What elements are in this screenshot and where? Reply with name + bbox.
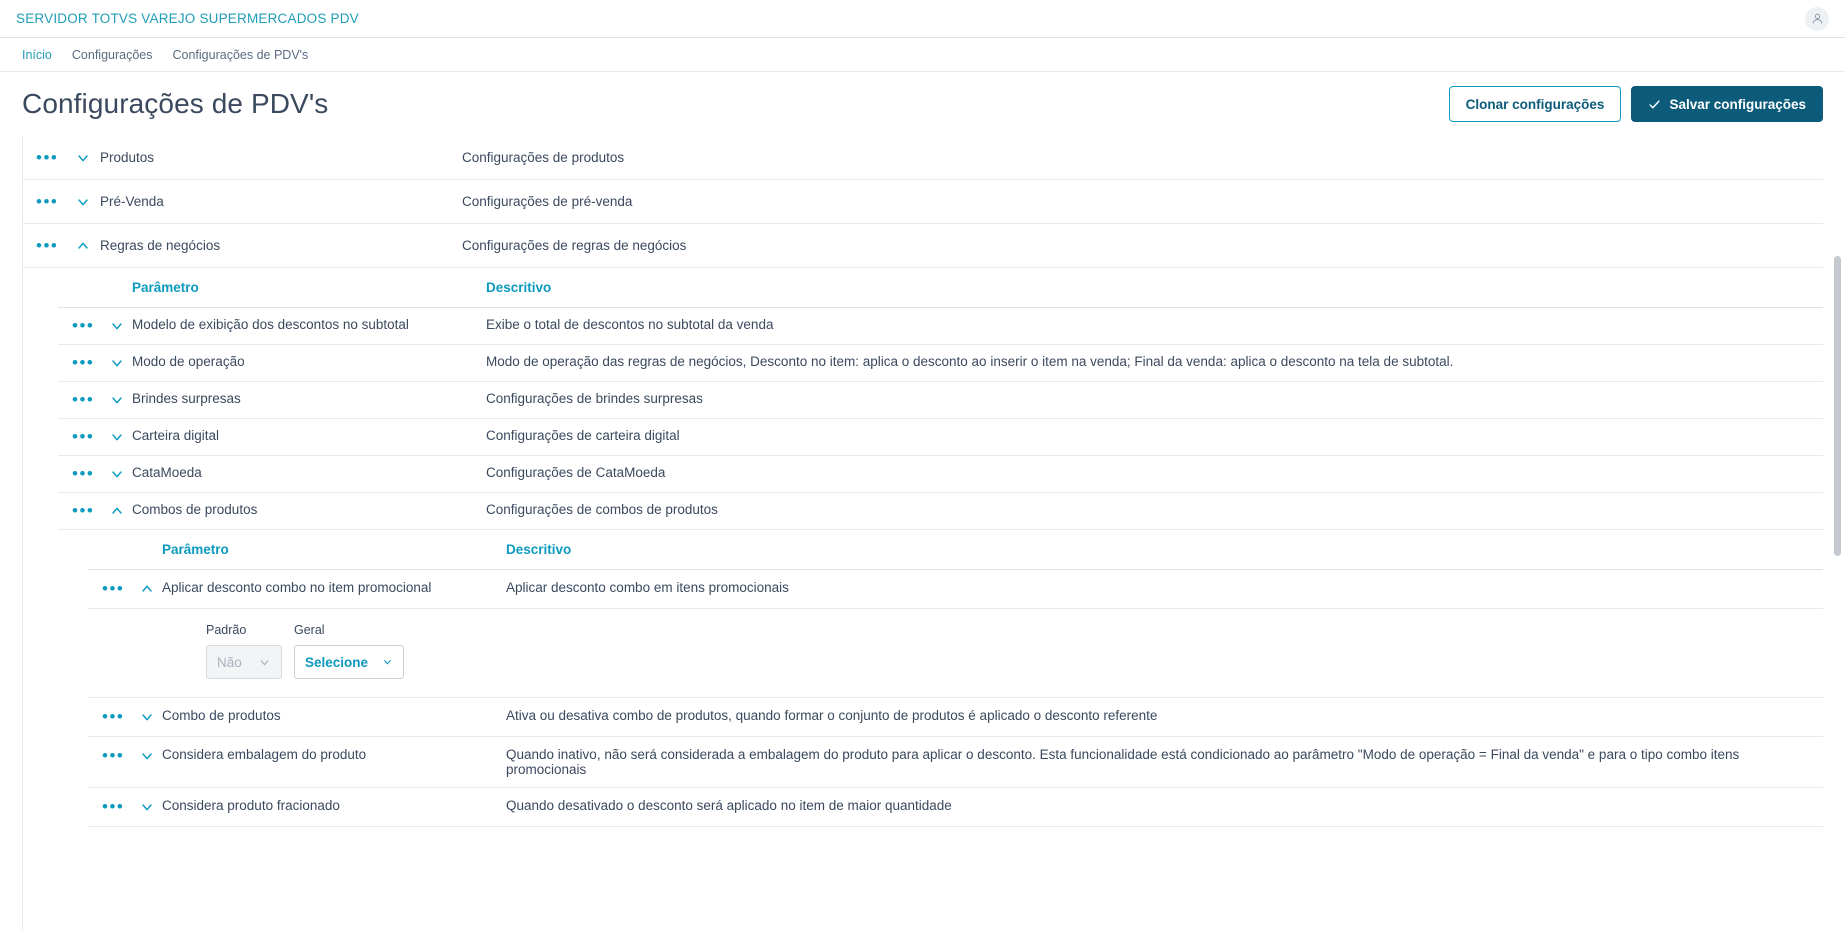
field-label-geral: Geral [294, 623, 325, 637]
row-desc: Quando desativado o desconto será aplicado no item de maior quantidade [506, 798, 952, 813]
column-header-desc: Descritivo [486, 280, 552, 295]
row-actions-icon[interactable]: ••• [72, 353, 95, 372]
table-row[interactable] [88, 698, 1823, 737]
row-desc: Modo de operação das regras de negócios, Desconto no item: aplica o desconto ao inserir o item na venda; Final da venda: aplica o desconto na tela de subtotal. [486, 354, 1454, 369]
row-actions-icon[interactable]: ••• [36, 236, 59, 255]
save-settings-button[interactable] [1631, 86, 1823, 122]
row-desc: Configurações de regras de negócios [462, 238, 687, 253]
row-param: Produtos [100, 150, 155, 165]
chevron-down-icon[interactable] [66, 149, 100, 167]
chevron-up-icon[interactable] [102, 502, 132, 520]
row-param: Considera produto fracionado [162, 798, 340, 813]
row-param: Regras de negócios [100, 238, 221, 253]
header-actions [1449, 86, 1823, 122]
app-brand-title: SERVIDOR TOTVS VAREJO SUPERMERCADOS PDV [16, 11, 359, 26]
row-param: Carteira digital [132, 428, 220, 443]
table-row[interactable] [58, 493, 1823, 530]
chevron-down-icon[interactable] [102, 391, 132, 409]
settings-tree [0, 136, 1845, 931]
row-param: Modo de operação [132, 354, 245, 369]
subtable-header [88, 530, 1823, 570]
table-row[interactable] [88, 788, 1823, 827]
table-row[interactable] [22, 180, 1823, 224]
row-actions-icon[interactable]: ••• [102, 746, 125, 765]
row-actions-icon[interactable]: ••• [36, 192, 59, 211]
row-desc: Configurações de carteira digital [486, 428, 680, 443]
row-desc: Exibe o total de descontos no subtotal da venda [486, 317, 774, 332]
row-actions-icon[interactable]: ••• [102, 579, 125, 598]
chevron-up-icon[interactable] [132, 580, 162, 598]
row-actions-icon[interactable]: ••• [72, 501, 95, 520]
chevron-down-icon[interactable] [102, 317, 132, 335]
geral-select-value: Selecione [305, 654, 369, 670]
chevron-down-icon[interactable] [132, 747, 162, 765]
chevron-down-icon[interactable] [102, 354, 132, 372]
avatar[interactable] [1805, 7, 1829, 31]
rules-subtable [58, 268, 1823, 827]
table-row[interactable] [22, 224, 1823, 268]
column-header-param: Parâmetro [162, 542, 229, 557]
row-actions-icon[interactable]: ••• [72, 464, 95, 483]
row-desc: Configurações de CataMoeda [486, 465, 666, 480]
user-icon [1811, 12, 1824, 25]
padrao-select [206, 645, 282, 679]
save-settings-label: Salvar configurações [1669, 96, 1806, 112]
row-param: Combo de produtos [162, 708, 281, 723]
row-desc: Aplicar desconto combo em itens promocionais [506, 580, 789, 595]
row-actions-icon[interactable]: ••• [72, 316, 95, 335]
row-desc: Quando inativo, não será considerada a embalagem do produto para aplicar o desconto. Esta funcionalidade está condicionado ao parâmetro "Modo de operação = Final da venda" e para o tipo combo itens promocionais [506, 747, 1740, 777]
row-actions-icon[interactable]: ••• [102, 797, 125, 816]
table-row[interactable] [58, 419, 1823, 456]
column-header-param: Parâmetro [132, 280, 199, 295]
parameter-detail-panel [88, 609, 1823, 698]
page-title: Configurações de PDV's [22, 88, 329, 119]
chevron-up-icon[interactable] [66, 237, 100, 255]
scrollbar-thumb[interactable] [1834, 256, 1841, 556]
geral-select[interactable] [294, 645, 404, 679]
subtable-header [58, 268, 1823, 308]
row-param: Brindes surpresas [132, 391, 241, 406]
row-param: Modelo de exibição dos descontos no subtotal [132, 317, 409, 332]
row-actions-icon[interactable]: ••• [72, 390, 95, 409]
left-divider [22, 136, 23, 931]
chevron-down-icon [258, 656, 271, 669]
row-param: CataMoeda [132, 465, 202, 480]
breadcrumb-item-inicio[interactable]: Início [22, 47, 52, 62]
table-row[interactable] [58, 308, 1823, 345]
field-padrao [206, 623, 282, 679]
row-desc: Configurações de combos de produtos [486, 502, 718, 517]
row-desc: Configurações de pré-venda [462, 194, 633, 209]
breadcrumb-item-configuracoes-pdv[interactable]: Configurações de PDV's [172, 47, 309, 62]
clone-settings-button[interactable]: Clonar configurações [1449, 86, 1622, 122]
table-row[interactable] [58, 345, 1823, 382]
vertical-scrollbar[interactable] [1833, 136, 1842, 931]
table-row[interactable] [22, 136, 1823, 180]
app-top-bar [0, 0, 1845, 38]
row-desc: Configurações de produtos [462, 150, 625, 165]
row-param: Combos de produtos [132, 502, 258, 517]
chevron-down-icon [382, 655, 393, 669]
chevron-down-icon[interactable] [102, 428, 132, 446]
field-label-padrao: Padrão [206, 623, 247, 637]
row-desc: Configurações de brindes surpresas [486, 391, 703, 406]
chevron-down-icon[interactable] [66, 193, 100, 211]
table-row[interactable] [88, 737, 1823, 788]
chevron-down-icon[interactable] [132, 708, 162, 726]
row-param: Aplicar desconto combo no item promocional [162, 580, 432, 595]
row-actions-icon[interactable]: ••• [72, 427, 95, 446]
breadcrumb [0, 38, 1845, 72]
row-param: Pré-Venda [100, 194, 164, 209]
table-row[interactable] [58, 456, 1823, 493]
field-group [206, 623, 1823, 679]
chevron-down-icon[interactable] [132, 798, 162, 816]
row-actions-icon[interactable]: ••• [36, 148, 59, 167]
row-param: Considera embalagem do produto [162, 747, 367, 762]
padrao-select-value: Não [217, 654, 242, 670]
table-row[interactable] [88, 570, 1823, 609]
row-desc: Ativa ou desativa combo de produtos, quando formar o conjunto de produtos é aplicado o desconto referente [506, 708, 1158, 723]
row-actions-icon[interactable]: ••• [102, 707, 125, 726]
breadcrumb-item-configuracoes[interactable]: Configurações [71, 47, 153, 62]
column-header-desc: Descritivo [506, 542, 572, 557]
table-row[interactable] [58, 382, 1823, 419]
combos-subtable [88, 530, 1823, 827]
page-header [0, 72, 1845, 136]
check-icon [1648, 98, 1661, 111]
chevron-down-icon[interactable] [102, 465, 132, 483]
field-geral [294, 623, 404, 679]
